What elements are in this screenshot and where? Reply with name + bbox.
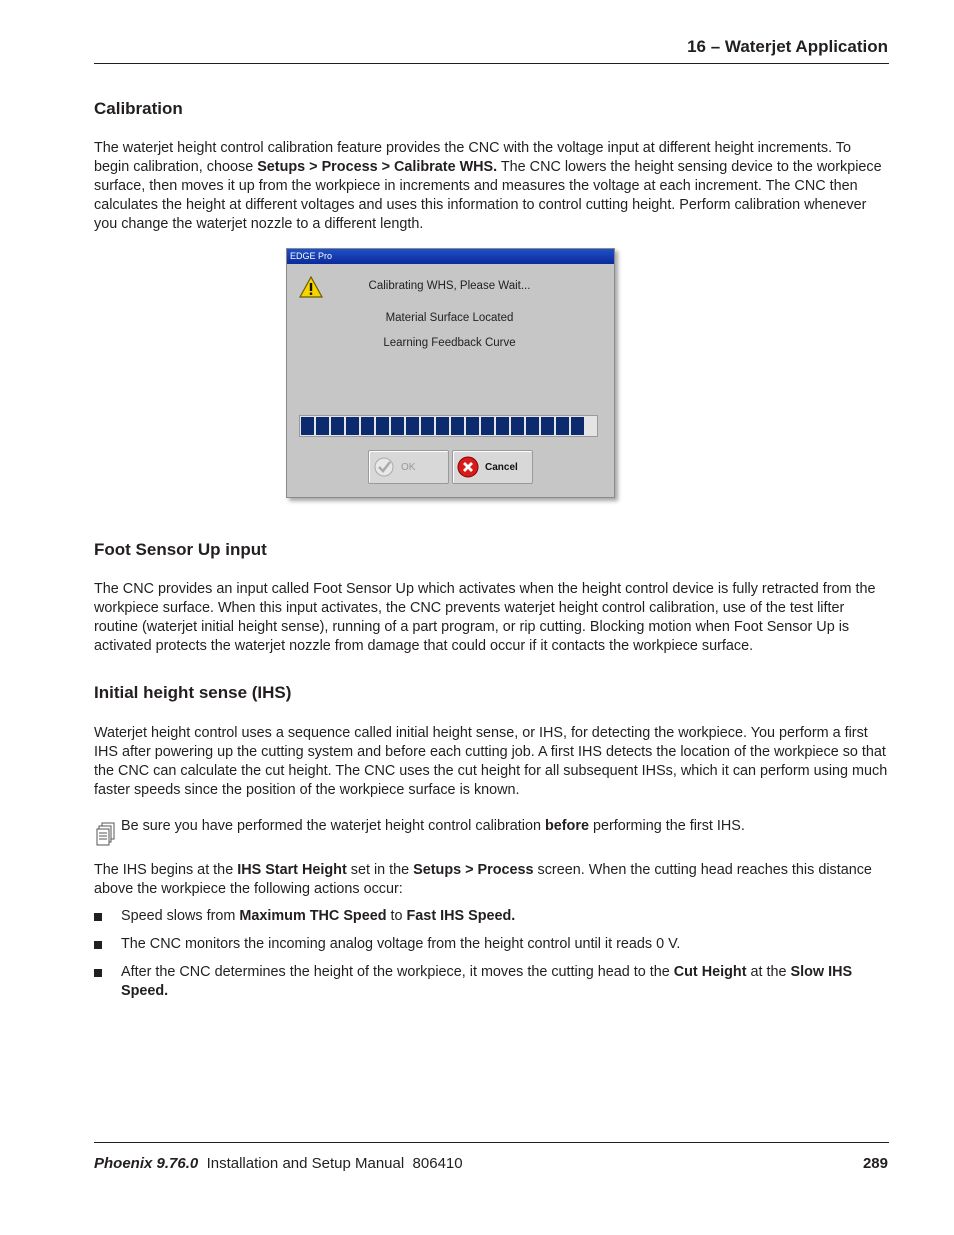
foot-sensor-paragraph: The CNC provides an input called Foot Sensor Up which activates when the height control device is fully retracted from the workpiece surface. When this input activates, the CNC prevents waterjet height control calibration, use of the test lifter routine (waterjet initial height sense), running of a part program, or rip cutting. Blocking motion when Foot Sensor Up is activated protects the waterjet nozzle from damage that could occur if it contacts the workpiece surface. (94, 581, 876, 654)
page-number: 289 (862, 1155, 888, 1172)
dialog-learning-line: Learning Feedback Curve (383, 337, 516, 349)
calibration-dialog (286, 248, 615, 498)
ihs-actions-list (94, 907, 890, 1010)
progress-segment (481, 417, 494, 435)
progress-segment (436, 417, 449, 435)
dialog-status-line: Calibrating WHS, Please Wait... (368, 280, 531, 292)
list-item: After the CNC determines the height of the workpiece, it moves the cutting head to the Cut Height at the Slow IHS Speed. (94, 963, 890, 1001)
bullet-icon (94, 969, 102, 977)
progress-segment (346, 417, 359, 435)
cancel-label: Cancel (485, 461, 518, 473)
progress-segment (526, 417, 539, 435)
list-item: The CNC monitors the incoming analog voltage from the height control until it reads 0 V. (94, 935, 890, 954)
progress-segment (466, 417, 479, 435)
progress-segment (451, 417, 464, 435)
cancel-x-icon (457, 456, 479, 478)
note-icon (96, 822, 116, 846)
progress-bar (299, 415, 598, 437)
warning-icon (299, 276, 323, 298)
calibration-heading: Calibration (94, 99, 183, 118)
dialog-titlebar: EDGE Pro (287, 249, 614, 264)
ihs-paragraph: Waterjet height control uses a sequence called initial height sense, or IHS, for detecting the workpiece. You perform a first IHS after powering up the cutting system and before each cutting job. A first IHS detects the location of the workpiece so that the CNC can calculate the cut height. The CNC uses the cut height for all subsequent IHSs, which it can perform using much faster speeds since the position of the workpiece surface is known. (94, 725, 888, 798)
progress-segment (376, 417, 389, 435)
progress-segment (316, 417, 329, 435)
progress-segment (331, 417, 344, 435)
ihs-intro: The IHS begins at the IHS Start Height set in the Setups > Process screen. When the cutting head reaches this distance above the workpiece the following actions occur: (94, 862, 872, 897)
progress-segment (496, 417, 509, 435)
note-text: Be sure you have performed the waterjet height control calibration before performing the first IHS. (121, 818, 745, 834)
checkmark-icon (373, 456, 395, 478)
chapter-header: 16 – Waterjet Application (687, 37, 888, 56)
ihs-heading: Initial height sense (IHS) (94, 683, 292, 702)
footer-title: Phoenix 9.76.0 Installation and Setup Manual 806410 (94, 1155, 463, 1172)
ok-label: OK (401, 461, 416, 473)
dialog-material-line: Material Surface Located (385, 312, 514, 324)
ok-button[interactable] (368, 450, 449, 484)
progress-segment (511, 417, 524, 435)
list-item: Speed slows from Maximum THC Speed to Fast IHS Speed. (94, 907, 890, 926)
cancel-button[interactable] (452, 450, 533, 484)
progress-segment (541, 417, 554, 435)
progress-segment (421, 417, 434, 435)
progress-segment (556, 417, 569, 435)
progress-segment (406, 417, 419, 435)
progress-segment (571, 417, 584, 435)
foot-sensor-heading: Foot Sensor Up input (94, 540, 267, 559)
progress-segment (361, 417, 374, 435)
header-rule (94, 63, 889, 64)
bullet-icon (94, 913, 102, 921)
footer-rule (94, 1142, 889, 1143)
progress-segment (391, 417, 404, 435)
calibration-paragraph: The waterjet height control calibration feature provides the CNC with the voltage input at different height increments. To begin calibration, choose Setups > Process > Calibrate WHS. The CNC lowers the height sensing device to the workpiece surface, then moves it up from the workpiece in increments and measures the voltage at each increment. The CNC then calculates the height at different voltages and uses this information to control cutting height. Perform calibration whenever you change the waterjet nozzle to a different length. (94, 140, 882, 232)
progress-segment (301, 417, 314, 435)
bullet-icon (94, 941, 102, 949)
